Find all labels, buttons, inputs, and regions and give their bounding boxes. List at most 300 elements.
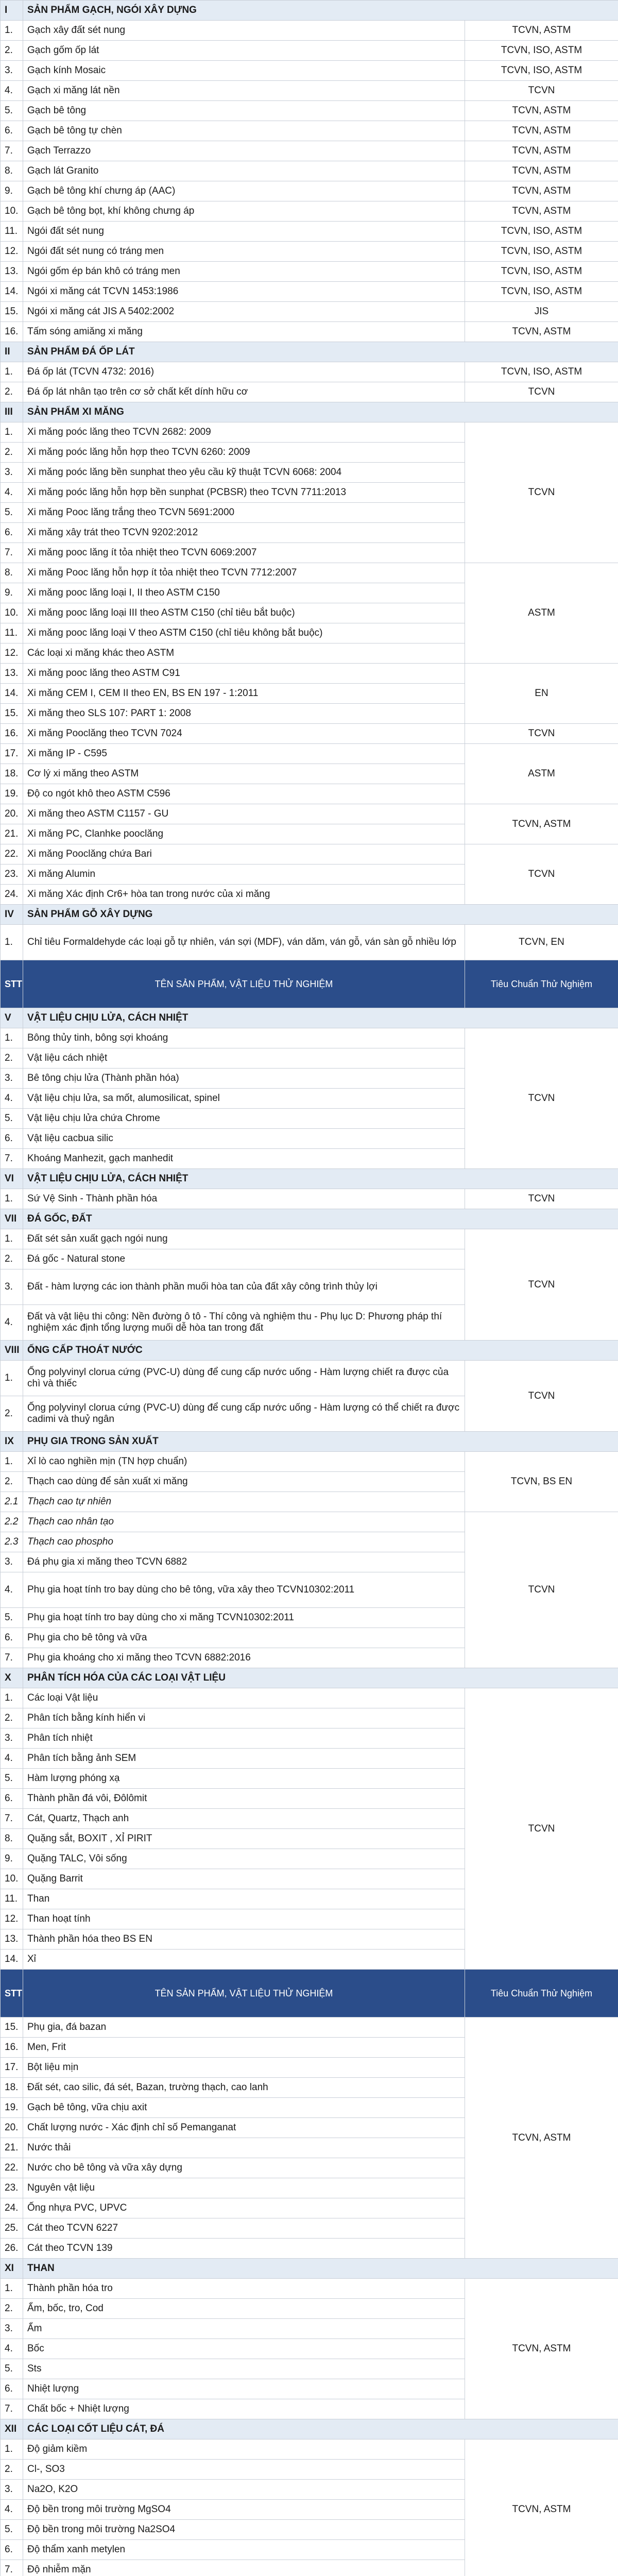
- table-row: [1, 1229, 618, 1249]
- table-row: [1, 422, 618, 443]
- table-row: [1, 141, 618, 161]
- row-number: 1.: [1, 2439, 23, 2460]
- section-number: XII: [1, 2419, 23, 2439]
- row-number: 20.: [1, 804, 23, 824]
- table-row: [1, 844, 618, 865]
- row-name: Ẩm, bốc, tro, Cod: [23, 2299, 465, 2319]
- row-name: Xi măng IP - C595: [23, 744, 465, 764]
- section-number: VI: [1, 1169, 23, 1189]
- row-number: 4.: [1, 1089, 23, 1109]
- row-number: 1.: [1, 1452, 23, 1472]
- row-number: 12.: [1, 1909, 23, 1929]
- row-standard: TCVN, ASTM: [465, 161, 618, 181]
- row-number: 4.: [1, 483, 23, 503]
- row-number: 2.: [1, 1472, 23, 1492]
- row-standard: TCVN: [465, 724, 618, 744]
- row-number: 4.: [1, 2339, 23, 2359]
- row-number: 2.: [1, 1396, 23, 1432]
- row-name: Xi măng Pooclăng chứa Bari: [23, 844, 465, 865]
- row-standard: TCVN, ASTM: [465, 322, 618, 342]
- row-name: Nước cho bê tông và vữa xây dựng: [23, 2158, 465, 2178]
- row-number: 5.: [1, 1608, 23, 1628]
- row-name: Phân tích nhiệt: [23, 1728, 465, 1749]
- row-name: Xi măng pooc lăng loại V theo ASTM C150 (chỉ tiêu không bắt buộc): [23, 623, 465, 643]
- row-number: 10.: [1, 1869, 23, 1889]
- row-number: 16.: [1, 322, 23, 342]
- row-number: 2.3: [1, 1532, 23, 1552]
- table-row: [1, 2279, 618, 2299]
- row-number: 6.: [1, 2540, 23, 2560]
- table-row: [1, 81, 618, 101]
- row-name: Ngói đất sét nung: [23, 222, 465, 242]
- row-name: Gạch gốm ốp lát: [23, 41, 465, 61]
- row-name: Ẩm: [23, 2319, 465, 2339]
- row-standard: TCVN, ASTM: [465, 101, 618, 121]
- section-title: PHỤ GIA TRONG SẢN XUẤT: [23, 1432, 618, 1452]
- row-number: 3.: [1, 61, 23, 81]
- row-number: 3.: [1, 2319, 23, 2339]
- row-name: Thạch cao dùng để sản xuất xi măng: [23, 1472, 465, 1492]
- table-row: [1, 925, 618, 960]
- row-standard: TCVN: [465, 422, 618, 563]
- row-name: Xi măng poóc lăng hỗn hợp bền sunphat (PCBSR) theo TCVN 7711:2013: [23, 483, 465, 503]
- row-name: Quặng TALC, Vôi sống: [23, 1849, 465, 1869]
- row-number: 20.: [1, 2118, 23, 2138]
- row-number: 1.: [1, 362, 23, 382]
- table-row: [1, 181, 618, 201]
- table-row: [1, 262, 618, 282]
- row-number: 3.: [1, 2480, 23, 2500]
- row-number: 9.: [1, 583, 23, 603]
- section-row: [1, 1209, 618, 1229]
- table-row: [1, 2439, 618, 2460]
- row-standard: TCVN, BS EN: [465, 1452, 618, 1512]
- row-standard: TCVN, ASTM: [465, 141, 618, 161]
- row-name: Xi măng poóc lăng bền sunphat theo yêu cầu kỹ thuật TCVN 6068: 2004: [23, 463, 465, 483]
- table-row: [1, 744, 618, 764]
- row-number: 11.: [1, 222, 23, 242]
- row-standard: TCVN: [465, 1189, 618, 1209]
- row-number: 4.: [1, 1305, 23, 1341]
- row-number: 18.: [1, 2078, 23, 2098]
- row-name: Khoáng Manhezit, gạch manhedit: [23, 1149, 465, 1169]
- row-name: Phụ gia cho bê tông và vữa: [23, 1628, 465, 1648]
- row-name: Gạch xây đất sét nung: [23, 21, 465, 41]
- section-row: [1, 905, 618, 925]
- row-number: 7.: [1, 1648, 23, 1668]
- row-number: 24.: [1, 885, 23, 905]
- row-number: 13.: [1, 664, 23, 684]
- row-standard: TCVN: [465, 81, 618, 101]
- row-number: 17.: [1, 744, 23, 764]
- row-number: 1.: [1, 2279, 23, 2299]
- row-name: Nước thải: [23, 2138, 465, 2158]
- row-name: Sứ Vệ Sinh - Thành phần hóa: [23, 1189, 465, 1209]
- row-name: Đất sét sản xuất gạch ngói nung: [23, 1229, 465, 1249]
- row-name: Cát theo TCVN 6227: [23, 2218, 465, 2239]
- row-name: Gạch bê tông, vữa chịu axit: [23, 2098, 465, 2118]
- row-standard: TCVN, ISO, ASTM: [465, 282, 618, 302]
- section-number: III: [1, 402, 23, 422]
- row-name: Ống polyvinyl clorua cứng (PVC-U) dùng để cung cấp nước uống - Hàm lượng có thể chiết ra được cadimi và thuỷ ngân: [23, 1396, 465, 1432]
- table-row: [1, 222, 618, 242]
- row-standard: TCVN, ISO, ASTM: [465, 41, 618, 61]
- row-standard: JIS: [465, 302, 618, 322]
- row-number: 16.: [1, 724, 23, 744]
- row-number: 10.: [1, 201, 23, 222]
- row-number: 15.: [1, 302, 23, 322]
- row-number: 8.: [1, 563, 23, 583]
- header-stt: STT: [1, 960, 23, 1008]
- row-number: 3.: [1, 463, 23, 483]
- row-number: 1.: [1, 925, 23, 960]
- section-row: [1, 1169, 618, 1189]
- row-standard: TCVN, ASTM: [465, 804, 618, 844]
- row-number: 7.: [1, 2560, 23, 2576]
- row-number: 15.: [1, 704, 23, 724]
- row-name: Bê tông chịu lửa (Thành phần hóa): [23, 1069, 465, 1089]
- row-name: Gạch xi măng lát nền: [23, 81, 465, 101]
- table-row: [1, 804, 618, 824]
- header-name: TÊN SẢN PHẨM, VẬT LIỆU THỬ NGHIỆM: [23, 1970, 465, 2018]
- row-number: 7.: [1, 543, 23, 563]
- row-name: Ống polyvinyl clorua cứng (PVC-U) dùng để cung cấp nước uống - Hàm lượng chiết ra được của chì và thiếc: [23, 1361, 465, 1396]
- row-number: 3.: [1, 1069, 23, 1089]
- row-number: 2.: [1, 41, 23, 61]
- row-number: 2.: [1, 1708, 23, 1728]
- table-row: [1, 1028, 618, 1048]
- row-number: 12.: [1, 242, 23, 262]
- row-name: Na2O, K2O: [23, 2480, 465, 2500]
- row-standard: TCVN: [465, 1028, 618, 1169]
- row-name: Gạch bê tông tự chèn: [23, 121, 465, 141]
- row-standard: TCVN, ISO, ASTM: [465, 222, 618, 242]
- table-row: [1, 322, 618, 342]
- row-standard: TCVN, EN: [465, 925, 618, 960]
- table-row: [1, 242, 618, 262]
- section-title: VẬT LIỆU CHỊU LỬA, CÁCH NHIỆT: [23, 1169, 618, 1189]
- row-number: 11.: [1, 1889, 23, 1909]
- table-row: [1, 61, 618, 81]
- row-name: Gạch Terrazzo: [23, 141, 465, 161]
- row-number: 21.: [1, 2138, 23, 2158]
- section-row: [1, 1432, 618, 1452]
- row-name: Xỉ: [23, 1950, 465, 1970]
- row-name: Bông thủy tinh, bông sợi khoáng: [23, 1028, 465, 1048]
- table-row: [1, 1688, 618, 1708]
- section-number: IV: [1, 905, 23, 925]
- section-number: XI: [1, 2259, 23, 2279]
- row-name: Độ co ngót khô theo ASTM C596: [23, 784, 465, 804]
- row-name: Sts: [23, 2359, 465, 2379]
- section-row: [1, 2259, 618, 2279]
- row-number: 15.: [1, 2018, 23, 2038]
- section-number: VIII: [1, 1341, 23, 1361]
- row-number: 14.: [1, 282, 23, 302]
- table-row: [1, 41, 618, 61]
- table-row: [1, 1452, 618, 1472]
- row-number: 2.: [1, 382, 23, 402]
- row-name: Ống nhựa PVC, UPVC: [23, 2198, 465, 2218]
- row-name: Xi măng theo ASTM C1157 - GU: [23, 804, 465, 824]
- row-name: Xi măng CEM I, CEM II theo EN, BS EN 197 - 1:2011: [23, 684, 465, 704]
- section-title: SẢN PHẨM ĐÁ ỐP LÁT: [23, 342, 618, 362]
- row-name: Xi măng theo SLS 107: PART 1: 2008: [23, 704, 465, 724]
- row-number: 4.: [1, 81, 23, 101]
- row-name: Vật liệu cách nhiệt: [23, 1048, 465, 1069]
- row-name: Bột liệu mịn: [23, 2058, 465, 2078]
- row-number: 5.: [1, 2359, 23, 2379]
- row-number: 5.: [1, 2520, 23, 2540]
- row-name: Cát, Quartz, Thạch anh: [23, 1809, 465, 1829]
- row-number: 2.: [1, 2460, 23, 2480]
- row-standard: TCVN, ASTM: [465, 2279, 618, 2419]
- row-name: Xi măng pooc lăng ít tỏa nhiệt theo TCVN 6069:2007: [23, 543, 465, 563]
- row-number: 18.: [1, 764, 23, 784]
- row-number: 14.: [1, 684, 23, 704]
- row-number: 2.1: [1, 1492, 23, 1512]
- section-title: ĐÁ GỐC, ĐẤT: [23, 1209, 618, 1229]
- row-name: Nguyên vật liệu: [23, 2178, 465, 2198]
- row-name: Thạch cao phospho: [23, 1532, 465, 1552]
- row-name: Vật liệu chịu lửa, sa mốt, alumosilicat, spinel: [23, 1089, 465, 1109]
- row-name: Than hoạt tính: [23, 1909, 465, 1929]
- row-number: 6.: [1, 1129, 23, 1149]
- table-row: [1, 1361, 618, 1396]
- header-standard: Tiêu Chuẩn Thử Nghiệm: [465, 1970, 618, 2018]
- section-number: VII: [1, 1209, 23, 1229]
- row-number: 6.: [1, 2379, 23, 2399]
- row-number: 1.: [1, 422, 23, 443]
- table-row: [1, 2018, 618, 2038]
- row-name: Độ nhiễm mặn: [23, 2560, 465, 2576]
- row-number: 13.: [1, 262, 23, 282]
- row-standard: TCVN, ASTM: [465, 2018, 618, 2259]
- table-body: [1, 1, 618, 2576]
- row-name: Tấm sóng amiăng xi măng: [23, 322, 465, 342]
- section-title: VẬT LIỆU CHỊU LỬA, CÁCH NHIỆT: [23, 1008, 618, 1028]
- row-standard: ASTM: [465, 563, 618, 664]
- row-number: 10.: [1, 603, 23, 623]
- row-number: 22.: [1, 2158, 23, 2178]
- row-name: Gạch bê tông bọt, khí không chưng áp: [23, 201, 465, 222]
- row-standard: TCVN: [465, 844, 618, 905]
- row-name: Các loại Vật liệu: [23, 1688, 465, 1708]
- row-name: Cơ lý xi măng theo ASTM: [23, 764, 465, 784]
- row-name: Đá ốp lát nhân tạo trên cơ sở chất kết dính hữu cơ: [23, 382, 465, 402]
- table-header-row: [1, 960, 618, 1008]
- section-number: IX: [1, 1432, 23, 1452]
- row-number: 5.: [1, 1109, 23, 1129]
- table-row: [1, 302, 618, 322]
- row-name: Độ bền trong môi trường MgSO4: [23, 2500, 465, 2520]
- row-number: 23.: [1, 865, 23, 885]
- section-title: ỐNG CẤP THOÁT NƯỚC: [23, 1341, 618, 1361]
- row-name: Thành phần hóa tro: [23, 2279, 465, 2299]
- row-name: Xi măng pooc lăng loại III theo ASTM C150 (chỉ tiêu bắt buộc): [23, 603, 465, 623]
- row-name: Hàm lượng phóng xạ: [23, 1769, 465, 1789]
- row-standard: ASTM: [465, 744, 618, 804]
- row-standard: TCVN: [465, 1229, 618, 1341]
- row-number: 3.: [1, 1269, 23, 1305]
- row-number: 2.: [1, 1249, 23, 1269]
- row-name: Nhiệt lượng: [23, 2379, 465, 2399]
- row-name: Độ thẩm xanh metylen: [23, 2540, 465, 2560]
- table-row: [1, 382, 618, 402]
- row-number: 1.: [1, 1028, 23, 1048]
- table-row: [1, 21, 618, 41]
- row-name: Xi măng Xác định Cr6+ hòa tan trong nước của xi măng: [23, 885, 465, 905]
- row-standard: TCVN, ISO, ASTM: [465, 61, 618, 81]
- table-row: [1, 282, 618, 302]
- row-name: Chất lượng nước - Xác định chỉ số Pemanganat: [23, 2118, 465, 2138]
- table-row: [1, 201, 618, 222]
- section-title: SẢN PHẨM GẠCH, NGÓI XÂY DỰNG: [23, 1, 618, 21]
- row-standard: TCVN, ASTM: [465, 181, 618, 201]
- row-standard: TCVN, ASTM: [465, 2439, 618, 2576]
- row-standard: TCVN, ASTM: [465, 121, 618, 141]
- section-row: [1, 342, 618, 362]
- header-standard: Tiêu Chuẩn Thử Nghiệm: [465, 960, 618, 1008]
- row-name: Xi măng pooc lăng loại I, II theo ASTM C150: [23, 583, 465, 603]
- row-name: Bốc: [23, 2339, 465, 2359]
- table-row: [1, 664, 618, 684]
- row-standard: TCVN: [465, 1361, 618, 1432]
- row-name: Quặng Barrit: [23, 1869, 465, 1889]
- header-name: TÊN SẢN PHẨM, VẬT LIỆU THỬ NGHIỆM: [23, 960, 465, 1008]
- row-number: 21.: [1, 824, 23, 844]
- header-stt: STT: [1, 1970, 23, 2018]
- section-row: [1, 1341, 618, 1361]
- row-name: Than: [23, 1889, 465, 1909]
- row-number: 7.: [1, 141, 23, 161]
- row-number: 23.: [1, 2178, 23, 2198]
- row-number: 16.: [1, 2038, 23, 2058]
- row-number: 2.: [1, 1048, 23, 1069]
- row-standard: TCVN, ASTM: [465, 21, 618, 41]
- row-name: Đất và vật liệu thi công: Nền đường ô tô - Thí công và nghiệm thu - Phụ lục D: Phương pháp thí nghiệm xác định tổng lượng muối dễ hòa tan trong đất: [23, 1305, 465, 1341]
- table-row: [1, 563, 618, 583]
- row-name: Thành phần đá vôi, Đôlômit: [23, 1789, 465, 1809]
- row-number: 3.: [1, 1552, 23, 1572]
- row-name: Phụ gia hoạt tính tro bay dùng cho bê tông, vữa xây theo TCVN10302:2011: [23, 1572, 465, 1608]
- row-number: 7.: [1, 1809, 23, 1829]
- table-row: [1, 724, 618, 744]
- section-row: [1, 1008, 618, 1028]
- row-number: 1.: [1, 1189, 23, 1209]
- table-row: [1, 121, 618, 141]
- row-name: Ngói xi măng cát TCVN 1453:1986: [23, 282, 465, 302]
- table-row: [1, 161, 618, 181]
- row-name: Xi măng Pooclăng theo TCVN 7024: [23, 724, 465, 744]
- row-number: 4.: [1, 1749, 23, 1769]
- row-number: 6.: [1, 1789, 23, 1809]
- row-standard: TCVN: [465, 1512, 618, 1668]
- row-name: Xi măng Alumin: [23, 865, 465, 885]
- section-row: [1, 1, 618, 21]
- row-name: Quặng sắt, BOXIT , XỈ PIRIT: [23, 1829, 465, 1849]
- row-number: 7.: [1, 2399, 23, 2419]
- row-number: 6.: [1, 121, 23, 141]
- section-row: [1, 2419, 618, 2439]
- row-number: 5.: [1, 1769, 23, 1789]
- row-name: Vật liệu chịu lửa chứa Chrome: [23, 1109, 465, 1129]
- row-standard: TCVN, ASTM: [465, 201, 618, 222]
- section-number: V: [1, 1008, 23, 1028]
- row-name: Các loại xi măng khác theo ASTM: [23, 643, 465, 664]
- row-name: Chất bốc + Nhiệt lượng: [23, 2399, 465, 2419]
- row-standard: TCVN: [465, 1688, 618, 1970]
- row-number: 19.: [1, 784, 23, 804]
- row-name: Gạch kính Mosaic: [23, 61, 465, 81]
- row-name: Ngói gốm ép bán khô có tráng men: [23, 262, 465, 282]
- row-name: Cát theo TCVN 139: [23, 2239, 465, 2259]
- row-number: 12.: [1, 643, 23, 664]
- table-row: [1, 1189, 618, 1209]
- row-number: 3.: [1, 1728, 23, 1749]
- row-number: 5.: [1, 503, 23, 523]
- section-row: [1, 402, 618, 422]
- section-number: I: [1, 1, 23, 21]
- row-name: Phụ gia, đá bazan: [23, 2018, 465, 2038]
- row-number: 1.: [1, 1229, 23, 1249]
- row-number: 2.: [1, 2299, 23, 2319]
- row-name: Đất sét, cao silic, đá sét, Bazan, trường thạch, cao lanh: [23, 2078, 465, 2098]
- row-number: 22.: [1, 844, 23, 865]
- row-name: Cl-, SO3: [23, 2460, 465, 2480]
- row-standard: TCVN, ISO, ASTM: [465, 242, 618, 262]
- row-number: 5.: [1, 101, 23, 121]
- row-standard: TCVN: [465, 382, 618, 402]
- row-name: Men, Frit: [23, 2038, 465, 2058]
- row-number: 9.: [1, 181, 23, 201]
- row-number: 11.: [1, 623, 23, 643]
- row-name: Đá ốp lát (TCVN 4732: 2016): [23, 362, 465, 382]
- row-name: Độ bền trong môi trường Na2SO4: [23, 2520, 465, 2540]
- row-number: 6.: [1, 523, 23, 543]
- row-number: 17.: [1, 2058, 23, 2078]
- row-name: Gạch bê tông: [23, 101, 465, 121]
- row-standard: EN: [465, 664, 618, 724]
- section-row: [1, 1668, 618, 1688]
- row-number: 2.2: [1, 1512, 23, 1532]
- row-number: 14.: [1, 1950, 23, 1970]
- row-name: Thạch cao nhân tạo: [23, 1512, 465, 1532]
- section-title: SẢN PHẨM XI MĂNG: [23, 402, 618, 422]
- row-name: Đá phụ gia xi măng theo TCVN 6882: [23, 1552, 465, 1572]
- table-row: [1, 101, 618, 121]
- row-name: Phân tích bằng ảnh SEM: [23, 1749, 465, 1769]
- row-name: Độ giảm kiềm: [23, 2439, 465, 2460]
- section-title: PHÂN TÍCH HÓA CỦA CÁC LOẠI VẬT LIỆU: [23, 1668, 618, 1688]
- row-number: 8.: [1, 1829, 23, 1849]
- row-name: Phụ gia hoạt tính tro bay dùng cho xi măng TCVN10302:2011: [23, 1608, 465, 1628]
- row-number: 1.: [1, 21, 23, 41]
- row-name: Xi măng Pooc lăng hỗn hợp ít tỏa nhiệt theo TCVN 7712:2007: [23, 563, 465, 583]
- row-number: 13.: [1, 1929, 23, 1950]
- table-header-row: [1, 1970, 618, 2018]
- row-number: 1.: [1, 1688, 23, 1708]
- row-number: 2.: [1, 443, 23, 463]
- row-name: Đất - hàm lượng các ion thành phần muối hòa tan của đất xây công trình thủy lợi: [23, 1269, 465, 1305]
- section-title: CÁC LOẠI CỐT LIỆU CÁT, ĐÁ: [23, 2419, 618, 2439]
- section-number: II: [1, 342, 23, 362]
- row-name: Phân tích bằng kính hiển vi: [23, 1708, 465, 1728]
- row-name: Gạch bê tông khí chưng áp (AAC): [23, 181, 465, 201]
- row-name: Ngói đất sét nung có tráng men: [23, 242, 465, 262]
- row-name: Xi măng Pooc lăng trắng theo TCVN 5691:2000: [23, 503, 465, 523]
- row-number: 25.: [1, 2218, 23, 2239]
